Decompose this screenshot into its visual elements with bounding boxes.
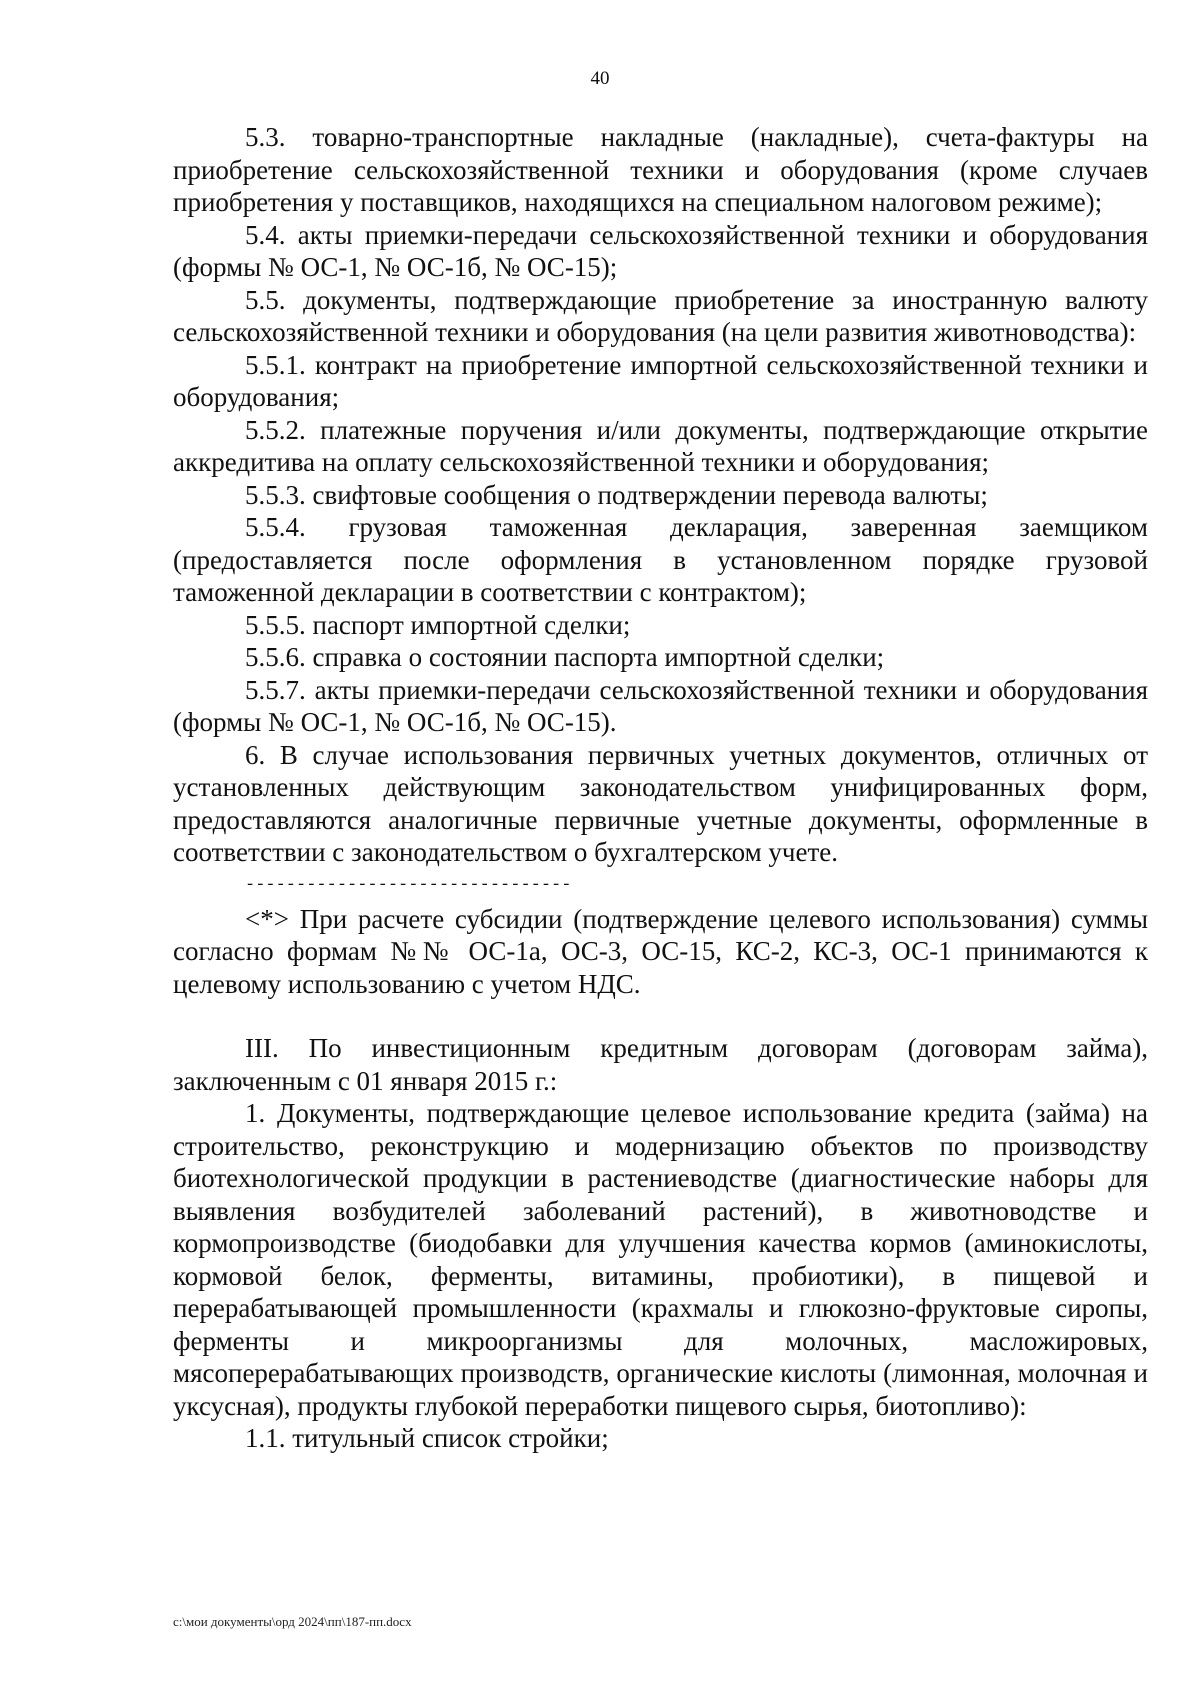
page-number: 40 [590, 68, 610, 89]
paragraph-5-3: 5.3. товарно-транспортные накладные (накладные), счета-фактуры на приобретение сельскохозяйственной техники и оборудования (кроме случаев приобретения у поставщиков, находящихся на специальном налоговом режиме); [173, 122, 1148, 217]
footnote-separator: -------------------------------- [245, 875, 572, 895]
footer-file-path: c:\мои документы\орд 2024\пп\187-пп.docx [173, 1614, 412, 1629]
paragraph-5-5-3: 5.5.3. свифтовые сообщения о подтверждении перевода валюты; [245, 479, 988, 510]
paragraph-5-4: 5.4. акты приемки-передачи сельскохозяйственной техники и оборудования (формы № ОС-1, № ОС-1б, № ОС-15); [173, 219, 1148, 282]
paragraph-iii-1-1: 1.1. титульный список стройки; [245, 1423, 609, 1453]
paragraph-5-5-5: 5.5.5. паспорт импортной сделки; [245, 609, 631, 640]
section-heading-iii: III. По инвестиционным кредитным договорам (договорам займа), заключенным с 01 января 2015 г.: [173, 1033, 1148, 1096]
document-body [173, 121, 1148, 1455]
paragraph-5-5-7: 5.5.7. акты приемки-передачи сельскохозяйственной техники и оборудования (формы № ОС-1, № ОС-1б, № ОС-15). [173, 674, 1148, 737]
section-gap [173, 1000, 1148, 1032]
paragraph-5-5-4: 5.5.4. грузовая таможенная декларация, заверенная заемщиком (предоставляется после оформления в установленном порядке грузовой таможенной декларации в соответствии с контрактом); [173, 512, 1148, 607]
paragraph-5-5-2: 5.5.2. платежные поручения и/или документы, подтверждающие открытие аккредитива на оплату сельскохозяйственной техники и оборудования; [173, 414, 1148, 477]
paragraph-5-5: 5.5. документы, подтверждающие приобретение за иностранную валюту сельскохозяйственной техники и оборудования (на цели развития животноводства): [173, 284, 1148, 347]
paragraph-5-5-6: 5.5.6. справка о состоянии паспорта импортной сделки; [245, 642, 885, 672]
footnote: <*> При расчете субсидии (подтверждение целевого использования) суммы согласно формам №№ ОС-1а, ОС-3, ОС-15, КС-2, КС-3, ОС-1 принимаются к целевому использованию с учетом НДС. [173, 903, 1148, 999]
paragraph-5-5-1: 5.5.1. контракт на приобретение импортной сельскохозяйственной техники и оборудования; [173, 349, 1148, 412]
paragraph-iii-1: 1. Документы, подтверждающие целевое использование кредита (займа) на строительство, реконструкцию и модернизацию объектов по производству биотехнологической продукции в растениеводстве (диагностические наборы для выявления возбудителей заболеваний растений), в животноводстве и кормопроизводстве (биодобавки для улучшения качества кормов (аминокислоты, кормовой белок, ферменты, витамины, пробиотики), в пищевой и перерабатывающей промышленности (крахмалы и глюкозно-фруктовые сиропы, ферменты и микроорганизмы для молочных, масложировых, мясоперерабатывающих производств, органические кислоты (лимонная, молочная и уксусная), продукты глубокой переработки пищевого сырья, биотопливо): [173, 1098, 1148, 1421]
paragraph-6: 6. В случае использования первичных учетных документов, отличных от установленных действующим законодательством унифицированных форм, предоставляются аналогичные первичные учетные документы, оформленные в соответствии с законодательством о бухгалтерском учете. [173, 739, 1148, 867]
